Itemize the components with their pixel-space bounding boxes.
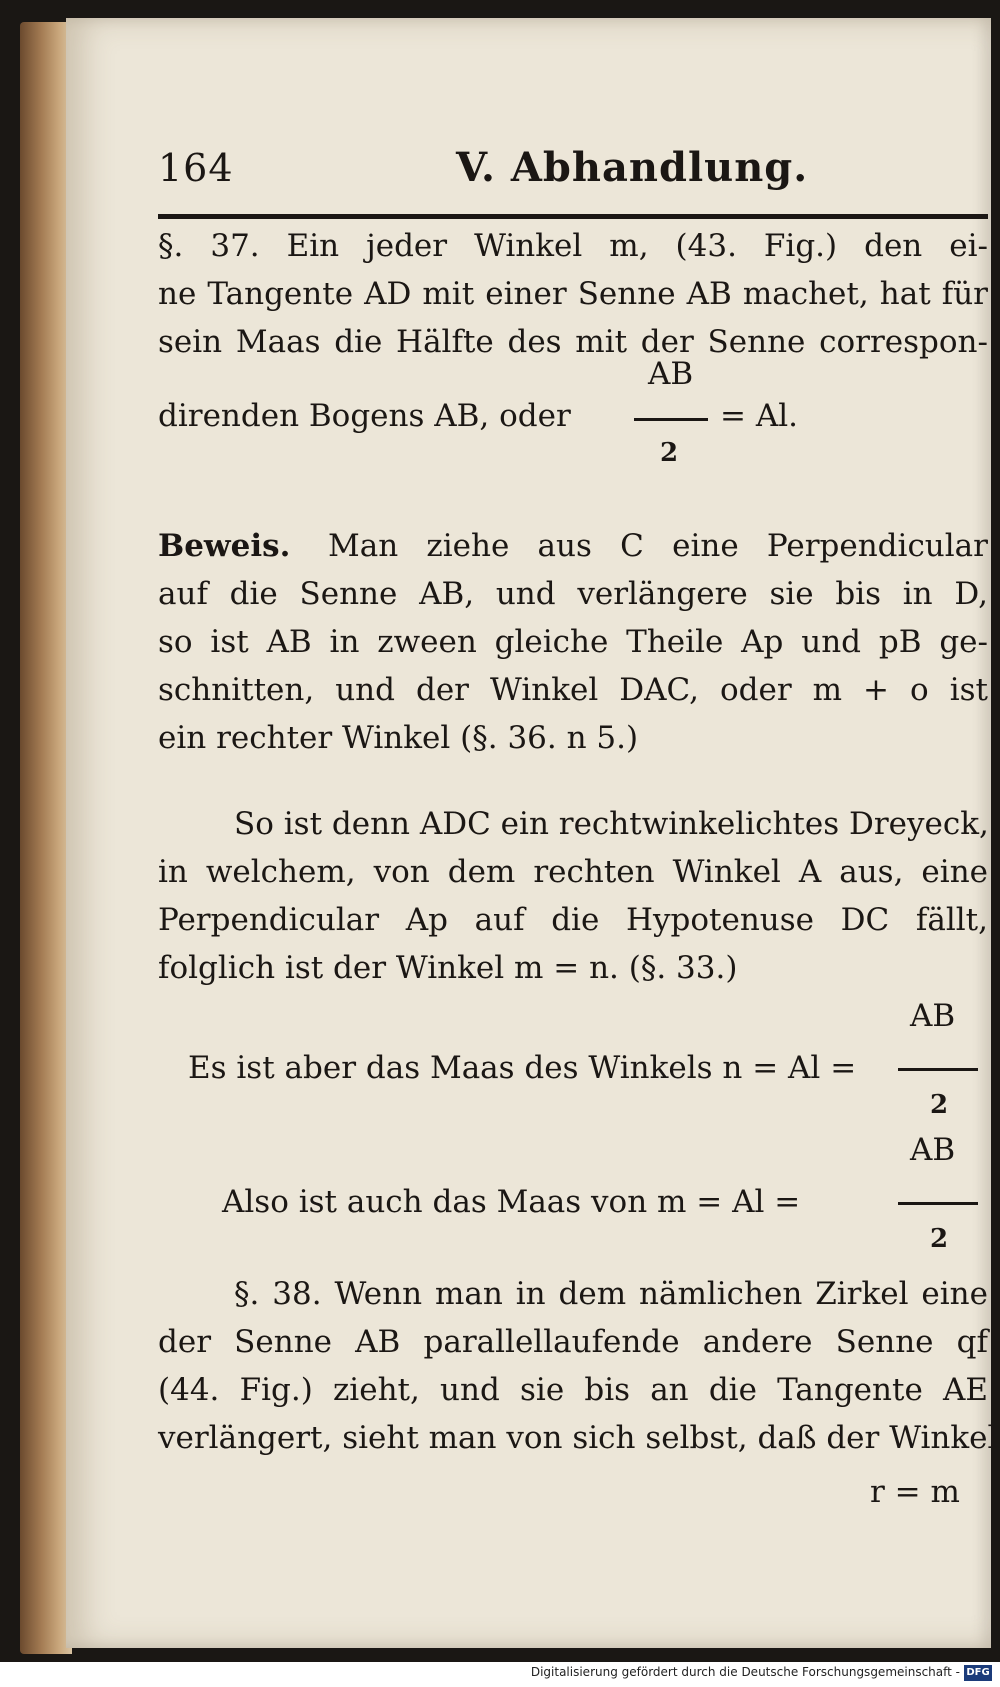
fraction-bar [898, 1202, 978, 1205]
text-line: verlängert, sieht man von sich selbst, daß der Winkel [158, 1420, 998, 1456]
fraction-numerator: AB [910, 998, 956, 1034]
text-line: folglich ist der Winkel m = n. (§. 33.) [158, 950, 738, 986]
fraction-bar [634, 418, 708, 421]
dfg-logo: DFG [964, 1665, 992, 1681]
text-line: (44. Fig.) zieht, und sie bis an die Tangente AE [158, 1372, 988, 1408]
equation-text: Es ist aber das Maas des Winkels n = Al = [188, 1050, 857, 1086]
text-line: so ist AB in zween gleiche Theile Ap und pB ge- [158, 624, 988, 660]
text-line: §. 38. Wenn man in dem nämlichen Zirkel eine [234, 1276, 988, 1312]
footer-credit: Digitalisierung gefördert durch die Deutsche Forschungsgemeinschaft - [530, 1665, 960, 1679]
header-rule [158, 214, 988, 219]
text-line: sein Maas die Hälfte des mit der Senne correspon- [158, 324, 988, 360]
text-line: schnitten, und der Winkel DAC, oder m + o ist [158, 672, 988, 708]
text-line: Perpendicular Ap auf die Hypotenuse DC fällt, [158, 902, 988, 938]
text-line: ne Tangente AD mit einer Senne AB machet, hat für [158, 276, 988, 312]
fraction-denominator: 2 [660, 438, 679, 468]
page-number: 164 [158, 146, 234, 190]
text-line: der Senne AB parallellaufende andere Senne qf [158, 1324, 988, 1360]
equation-tail: = Al. [720, 398, 798, 434]
fraction-numerator: AB [910, 1132, 956, 1168]
text-line: ein rechter Winkel (§. 36. n 5.) [158, 720, 639, 756]
text-line: So ist denn ADC ein rechtwinkelichtes Dreyeck, [234, 806, 989, 842]
proof-label: Beweis. [158, 528, 291, 564]
fraction-numerator: AB [648, 356, 694, 392]
text-line: in welchem, von dem rechten Winkel A aus, eine [158, 854, 988, 890]
text-line: direnden Bogens AB, oder [158, 398, 571, 434]
fraction-denominator: 2 [930, 1224, 949, 1254]
fraction-bar [898, 1068, 978, 1071]
book-page-edges [20, 22, 72, 1654]
text-line: Man ziehe aus C eine Perpendicular [328, 528, 988, 564]
equation-text: Also ist auch das Maas von m = Al = [222, 1184, 801, 1220]
catchword: r = m [870, 1474, 960, 1510]
text-line: auf die Senne AB, und verlängere sie bis in D, [158, 576, 988, 612]
running-head: V. Abhandlung. [456, 144, 809, 191]
book-page [66, 18, 998, 1648]
fraction-denominator: 2 [930, 1090, 949, 1120]
text-line: §. 37. Ein jeder Winkel m, (43. Fig.) den ei- [158, 228, 988, 264]
